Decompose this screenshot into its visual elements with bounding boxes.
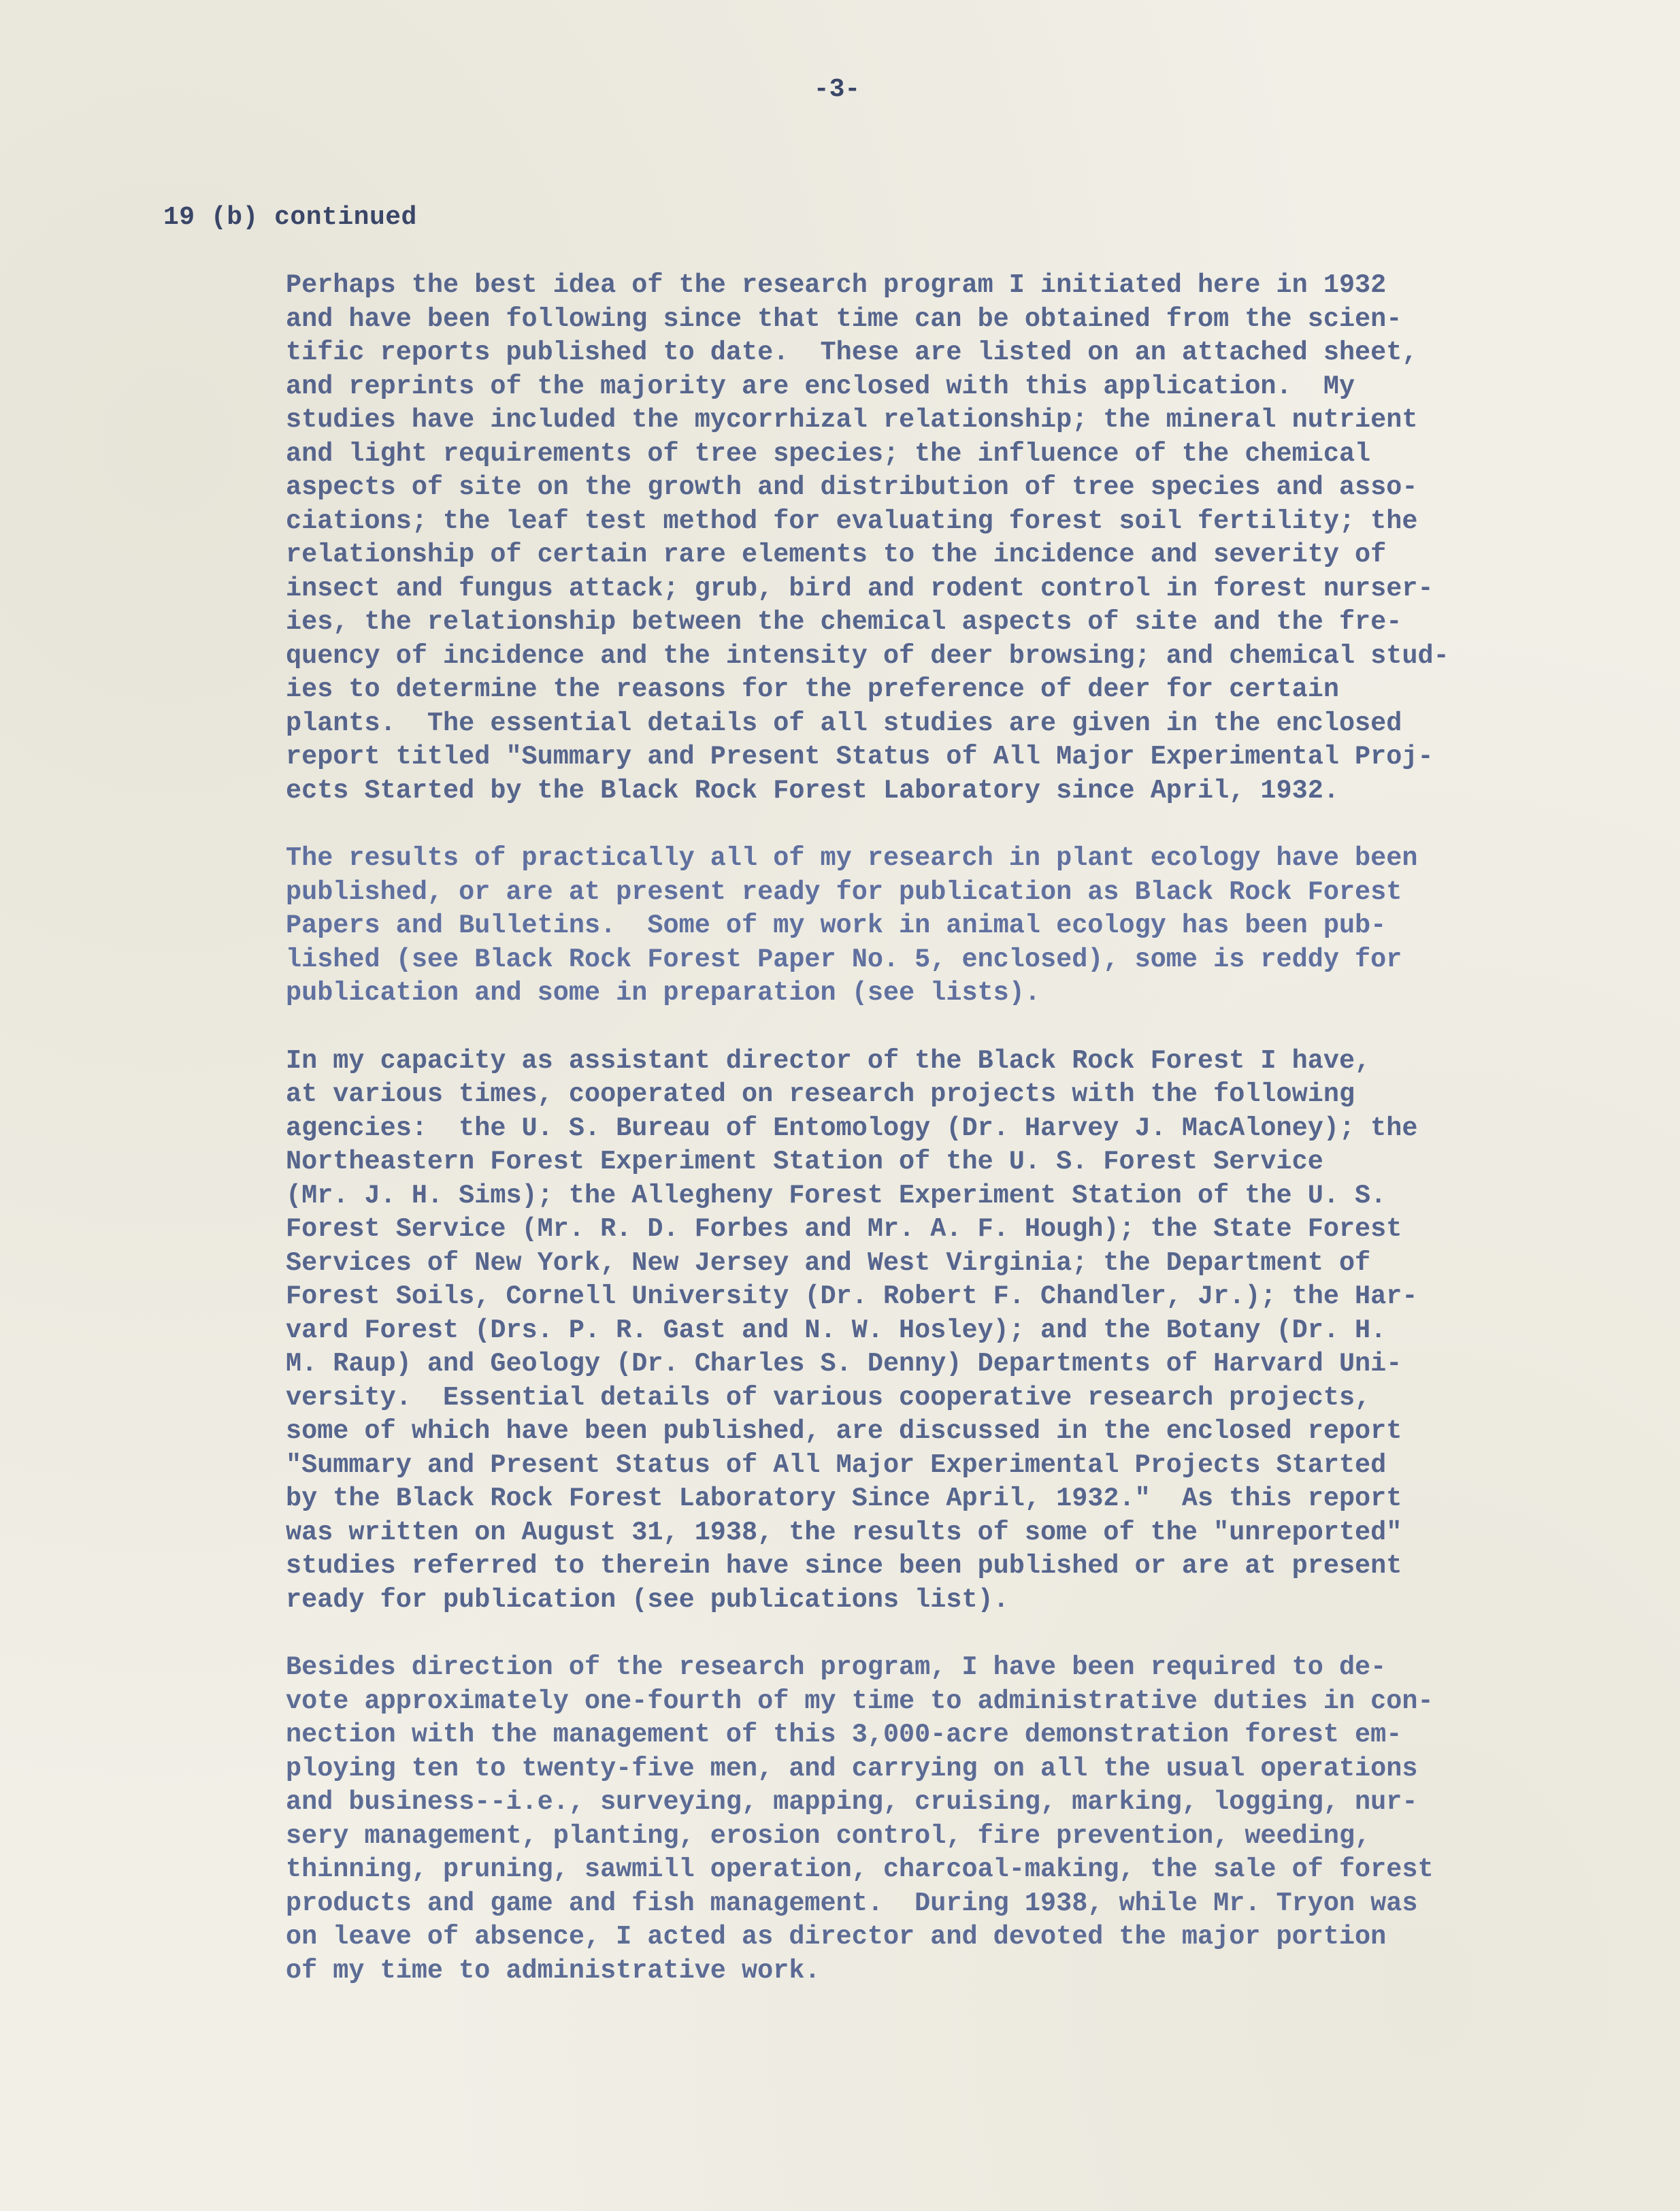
text-line: versity. Essential details of various cooperative research projects, xyxy=(286,1382,1371,1413)
text-line: In my capacity as assistant director of the Black Rock Forest I have, xyxy=(286,1045,1371,1076)
text-line: Perhaps the best idea of the research program I initiated here in 1932 xyxy=(286,270,1387,300)
text-line: plants. The essential details of all studies are given in the enclosed xyxy=(286,708,1402,738)
text-line: thinning, pruning, sawmill operation, charcoal-making, the sale of forest xyxy=(286,1854,1434,1884)
text-line: on leave of absence, I acted as director and devoted the major portion xyxy=(286,1922,1387,1952)
text-line: ies to determine the reasons for the preference of deer for certain xyxy=(286,674,1339,704)
page-number: -3- xyxy=(813,75,861,104)
text-line: agencies: the U. S. Bureau of Entomology (Dr. Harvey J. MacAloney); the xyxy=(286,1113,1418,1143)
text-line: and business--i.e., surveying, mapping, cruising, marking, logging, nur- xyxy=(286,1787,1418,1817)
text-line: Services of New York, New Jersey and West Virginia; the Department of xyxy=(286,1247,1371,1278)
body-text xyxy=(286,269,1538,2022)
text-line: studies referred to therein have since been published or are at present xyxy=(286,1551,1402,1581)
text-line: nection with the management of this 3,000-acre demonstration forest em- xyxy=(286,1720,1402,1750)
text-line: aspects of site on the growth and distribution of tree species and asso- xyxy=(286,472,1418,502)
paragraph-cooperation xyxy=(286,1045,1538,1618)
text-line: and have been following since that time can be obtained from the scien- xyxy=(286,304,1402,334)
text-line: relationship of certain rare elements to the incidence and severity of xyxy=(286,540,1387,570)
text-line: insect and fungus attack; grub, bird and rodent control in forest nurser- xyxy=(286,573,1434,604)
text-line: published, or are at present ready for publication as Black Rock Forest xyxy=(286,877,1402,907)
text-line: Northeastern Forest Experiment Station of the U. S. Forest Service xyxy=(286,1147,1323,1177)
text-line: "Summary and Present Status of All Major Experimental Projects Started xyxy=(286,1450,1387,1480)
text-line: some of which have been published, are discussed in the enclosed report xyxy=(286,1416,1402,1446)
text-line: Papers and Bulletins. Some of my work in animal ecology has been pub- xyxy=(286,911,1387,940)
text-line: vard Forest (Drs. P. R. Gast and N. W. Hosley); and the Botany (Dr. H. xyxy=(286,1315,1387,1345)
text-line: M. Raup) and Geology (Dr. Charles S. Denny) Departments of Harvard Uni- xyxy=(286,1349,1402,1379)
text-line: Besides direction of the research program, I have been required to de- xyxy=(286,1652,1387,1682)
text-line: studies have included the mycorrhizal relationship; the mineral nutrient xyxy=(286,405,1418,435)
paragraph-publication-status xyxy=(286,842,1538,1011)
text-line: sery management, planting, erosion control, fire prevention, weeding, xyxy=(286,1820,1371,1851)
text-line: ready for publication (see publications list). xyxy=(286,1584,1009,1615)
text-line: lished (see Black Rock Forest Paper No. 5, enclosed), some is reddy for xyxy=(286,944,1402,975)
text-line: and light requirements of tree species; the influence of the chemical xyxy=(286,438,1371,469)
text-line: The results of practically all of my research in plant ecology have been xyxy=(286,843,1418,873)
text-line: and reprints of the majority are enclosed with this application. My xyxy=(286,371,1355,402)
text-line: by the Black Rock Forest Laboratory Since April, 1932." As this report xyxy=(286,1484,1402,1513)
paragraph-administrative-duties xyxy=(286,1651,1538,1988)
text-line: Forest Service (Mr. R. D. Forbes and Mr. A. F. Hough); the State Forest xyxy=(286,1214,1402,1244)
text-line: ciations; the leaf test method for evaluating forest soil fertility; the xyxy=(286,506,1418,536)
text-line: publication and some in preparation (see lists). xyxy=(286,978,1040,1008)
text-line: of my time to administrative work. xyxy=(286,1955,821,1986)
text-line: products and game and fish management. During 1938, while Mr. Tryon was xyxy=(286,1888,1418,1918)
text-line: ies, the relationship between the chemical aspects of site and the fre- xyxy=(286,607,1402,637)
text-line: vote approximately one-fourth of my time to administrative duties in con- xyxy=(286,1686,1434,1716)
section-heading: 19 (b) continued xyxy=(163,203,417,232)
text-line: at various times, cooperated on research projects with the following xyxy=(286,1079,1355,1109)
text-line: ects Started by the Black Rock Forest Laboratory since April, 1932. xyxy=(286,775,1339,806)
text-line: was written on August 31, 1938, the results of some of the "unreported" xyxy=(286,1517,1402,1547)
text-line: report titled "Summary and Present Status of All Major Experimental Proj- xyxy=(286,742,1434,772)
text-line: Forest Soils, Cornell University (Dr. Robert F. Chandler, Jr.); the Har- xyxy=(286,1281,1418,1311)
paragraph-research-program xyxy=(286,269,1538,808)
text-line: quency of incidence and the intensity of deer browsing; and chemical stud- xyxy=(286,640,1449,671)
text-line: tific reports published to date. These are listed on an attached sheet, xyxy=(286,338,1418,367)
text-line: ploying ten to twenty-five men, and carrying on all the usual operations xyxy=(286,1753,1418,1784)
text-line: (Mr. J. H. Sims); the Allegheny Forest Experiment Station of the U. S. xyxy=(286,1180,1387,1211)
